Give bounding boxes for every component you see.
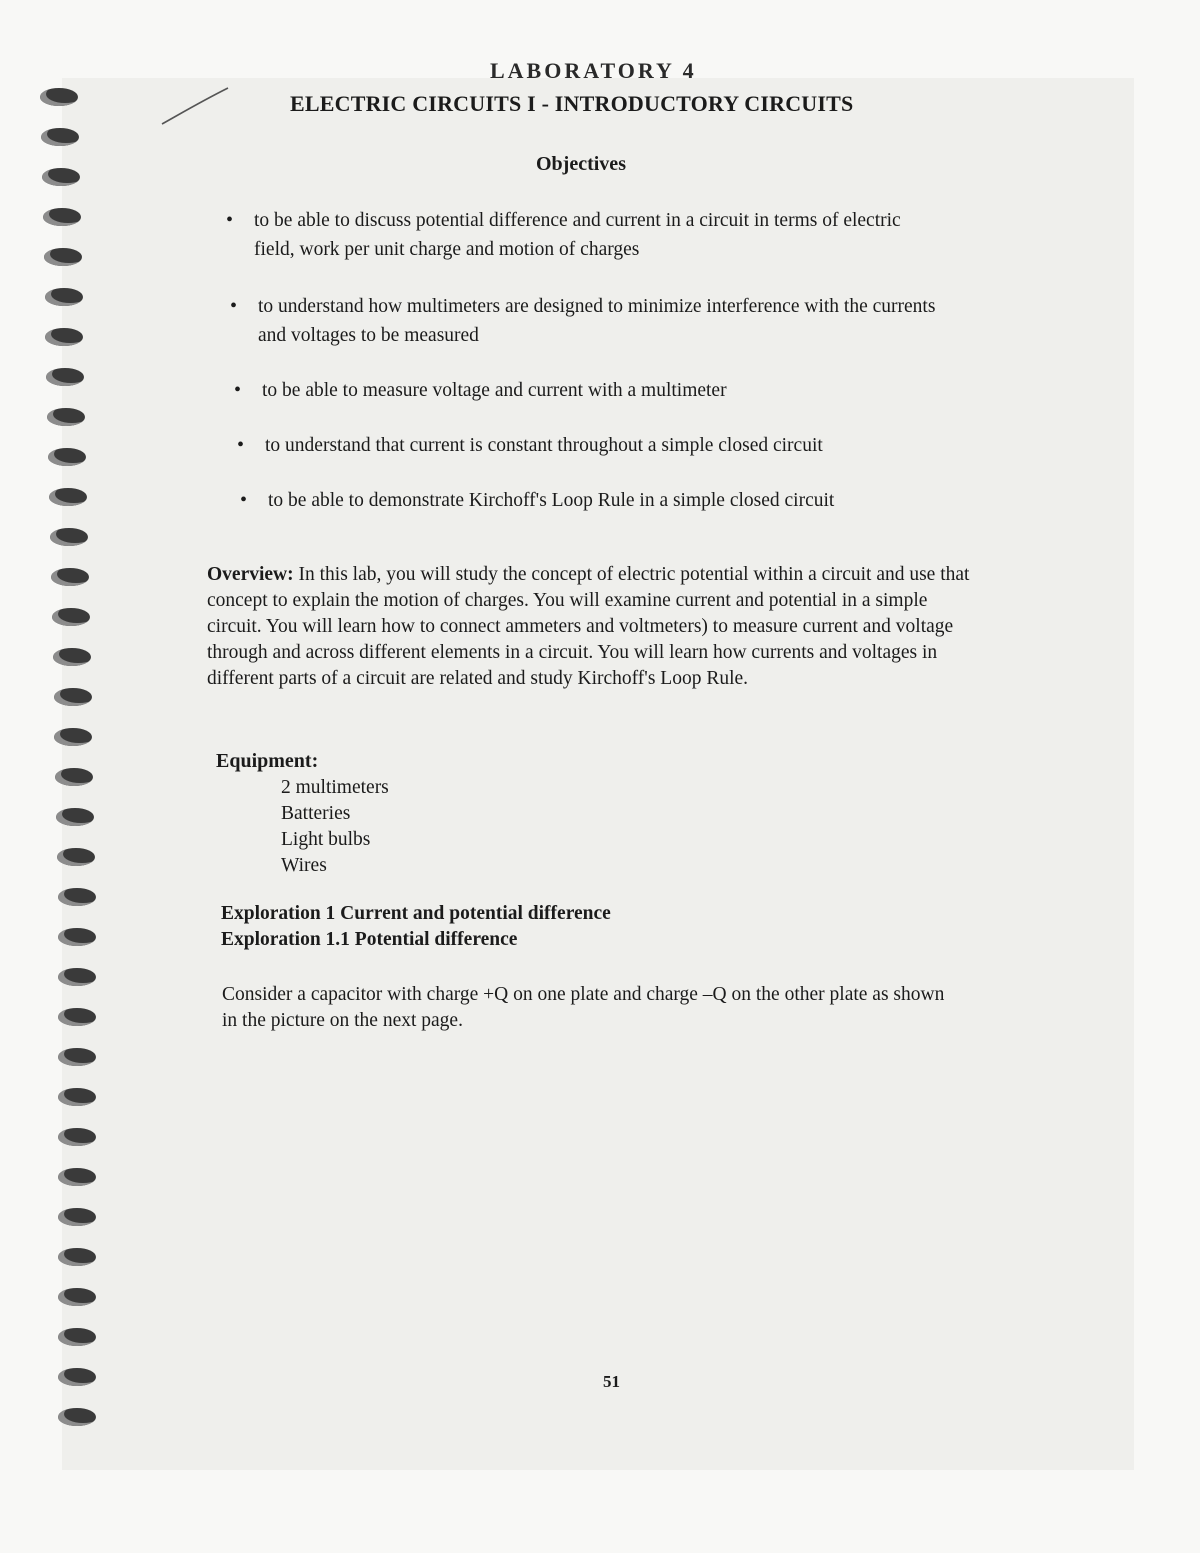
binding-ring [44,248,82,266]
equipment-list [281,775,389,879]
binding-ring [58,1208,96,1226]
binding-ring [54,728,92,746]
binding-ring [58,1008,96,1026]
binding-ring [48,448,86,466]
paper-sheet [62,78,1134,1470]
binding-ring [46,368,84,386]
binding-ring [58,1408,96,1426]
pen-mark [160,86,230,126]
overview-paragraph [207,562,982,692]
spiral-binding [40,80,90,1470]
binding-ring [49,488,87,506]
binding-ring [45,328,83,346]
equipment-item: Batteries [281,803,351,824]
binding-ring [58,1288,96,1306]
binding-ring [56,808,94,826]
binding-ring [53,648,91,666]
overview-label: Overview: [207,564,294,585]
binding-ring [40,88,78,106]
binding-ring [45,288,83,306]
binding-ring [51,568,89,586]
binding-ring [41,128,79,146]
binding-ring [47,408,85,426]
binding-ring [54,688,92,706]
binding-ring [58,888,96,906]
objective-item: • to understand that current is constant throughout a simple closed circuit [237,434,823,456]
equipment-item: Wires [281,855,327,876]
exploration-1-heading: Exploration 1 Current and potential difference [221,903,611,924]
objective-item: • to be able to measure voltage and current with a multimeter [234,379,727,401]
objective-item: • to understand how multimeters are designed to minimize interference with the currents and voltages to be measured [230,295,936,346]
overview-text: In this lab, you will study the concept of electric potential within a circuit and use that concept to explain the motion of charges. You will examine current and potential in a simple circuit. You will learn how to connect ammeters and voltmeters) to measure current and voltage through and across different elements in a circuit. You will learn how currents and voltages in different parts of a circuit are related and study Kirchoff's Loop Rule. [207,564,970,689]
page-number: 51 [603,1372,620,1391]
binding-ring [57,848,95,866]
binding-ring [58,928,96,946]
equipment-item: 2 multimeters [281,777,389,798]
binding-ring [50,528,88,546]
binding-ring [58,968,96,986]
binding-ring [58,1128,96,1146]
binding-ring [52,608,90,626]
binding-ring [58,1248,96,1266]
cut-off-heading: LABORATORY 4 [490,58,697,83]
binding-ring [42,168,80,186]
binding-ring [58,1368,96,1386]
equipment-item: Light bulbs [281,829,371,850]
page-title: ELECTRIC CIRCUITS I - INTRODUCTORY CIRCUITS [290,91,854,116]
objectives-heading: Objectives [536,153,626,175]
consider-paragraph: Consider a capacitor with charge +Q on one plate and charge –Q on the other plate as shown in the picture on the next page. [222,984,945,1031]
objective-item: • to be able to demonstrate Kirchoff's Loop Rule in a simple closed circuit [240,489,835,511]
objective-item: • to be able to discuss potential difference and current in a circuit in terms of electric field, work per unit charge and motion of charges [226,209,901,260]
equipment-heading: Equipment: [216,750,319,772]
binding-ring [58,1328,96,1346]
binding-ring [58,1088,96,1106]
binding-ring [43,208,81,226]
binding-ring [58,1168,96,1186]
exploration-1-1-heading: Exploration 1.1 Potential difference [221,929,518,950]
binding-ring [55,768,93,786]
binding-ring [58,1048,96,1066]
